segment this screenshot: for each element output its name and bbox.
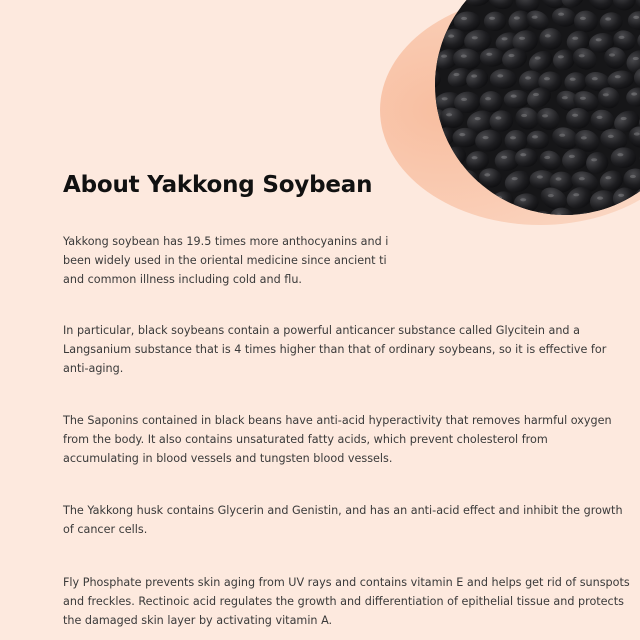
soybean-highlight — [509, 54, 515, 57]
soybean-highlight — [532, 16, 538, 19]
soybean-highlight — [573, 193, 579, 196]
soybean-highlight — [454, 73, 460, 76]
soybean-highlight — [609, 53, 615, 56]
soybean-highlight — [633, 218, 639, 221]
soybean-highlight — [605, 17, 611, 20]
soybean-highlight — [580, 97, 586, 100]
soybean-highlight — [597, 197, 603, 200]
soybean-highlight — [495, 116, 501, 119]
soybean-highlight — [570, 78, 576, 81]
paragraph-phosphate: Fly Phosphate prevents skin aging from UV rays and contains vitamin E and helps get rid of sunspots and freckles. Rectinoic acid regulates the growth and differentiation of epithelial tissue and protects the damaged skin layer by activating vitamin A. — [63, 576, 630, 627]
soybean-highlight — [609, 215, 615, 218]
soybean-highlight — [511, 95, 517, 98]
soybean-highlight — [463, 213, 469, 216]
soybean-highlight — [484, 173, 490, 176]
soybean-highlight — [533, 93, 539, 96]
soybean — [623, 209, 640, 237]
soybean-highlight — [424, 196, 430, 199]
soybean-highlight — [497, 74, 503, 77]
soybean-highlight — [461, 17, 467, 20]
soybean-highlight — [486, 53, 492, 56]
soybean-highlight — [485, 97, 491, 100]
soybean-highlight — [461, 55, 467, 58]
soybean-highlight — [448, 35, 454, 38]
soybean-highlight — [520, 153, 526, 156]
soybean-highlight — [621, 117, 627, 120]
soybean-highlight — [631, 92, 637, 95]
page-title: About Yakkong Soybean — [63, 172, 373, 198]
soybean-highlight — [535, 56, 541, 59]
soybean-highlight — [633, 16, 639, 19]
soybean-highlight — [562, 96, 568, 99]
soybean-highlight — [532, 135, 538, 138]
soybean-highlight — [544, 77, 550, 80]
soybean-highlight — [510, 136, 516, 139]
soybean-highlight — [619, 36, 625, 39]
paragraph-husk: The Yakkong husk contains Glycerin and Genistin, and has an anti-acid effect and inhibit the growth of cancer cells. — [63, 504, 623, 536]
soybean-highlight — [512, 177, 518, 180]
soybean-highlight — [592, 77, 598, 80]
soybean — [417, 0, 447, 11]
soybean-highlight — [558, 13, 564, 16]
soybean-highlight — [569, 155, 575, 158]
soybean-highlight — [556, 177, 562, 180]
soybean-highlight — [459, 133, 465, 136]
soybean-highlight — [501, 156, 507, 159]
soybean-highlight — [548, 194, 554, 197]
soybean-highlight — [446, 113, 452, 116]
soybean-highlight — [542, 114, 548, 117]
soybean-highlight — [521, 114, 527, 117]
soybean-highlight — [630, 175, 636, 178]
soybean-highlight — [483, 136, 489, 139]
soybean-highlight — [545, 34, 551, 37]
soybean-highlight — [579, 54, 585, 57]
soybean-highlight — [617, 153, 623, 156]
soybean-highlight — [581, 136, 587, 139]
soybean-highlight — [475, 117, 481, 120]
soybean-highlight — [572, 37, 578, 40]
soybean-highlight — [544, 156, 550, 159]
paragraph-glycitein: In particular, black soybeans contain a powerful anticancer substance called Glycitein and a Langsanium substance that is 4 times higher than that of ordinary soybeans, so it is effective for anti-aging. — [63, 324, 607, 375]
soybean-highlight — [596, 38, 602, 41]
soybean-highlight — [514, 16, 520, 19]
soybean-highlight — [608, 135, 614, 138]
soybean-highlight — [615, 75, 621, 78]
paragraph-anthocyanins: Yakkong soybean has 19.5 times more anthocyanins and i been widely used in the oriental medicine since ancient ti and common illness including cold and flu. — [63, 235, 388, 286]
soybean-highlight — [489, 17, 495, 20]
paragraph-saponins: The Saponins contained in black beans have anti-acid hyperactivity that removes harmful oxygen from the body. It also contains unsaturated fatty acids, which prevent cholesterol from accumulating in blood vessels and tungsten blood vessels. — [63, 414, 612, 465]
soybean-highlight — [520, 198, 526, 201]
soybean-highlight — [438, 13, 444, 16]
soybean-highlight — [618, 194, 624, 197]
soybean-highlight — [471, 74, 477, 77]
soybean-highlight — [439, 218, 445, 221]
soybean-highlight — [461, 98, 467, 101]
soybean-highlight — [502, 37, 508, 40]
soybean-highlight — [441, 55, 447, 58]
soybean — [431, 209, 459, 236]
soybean-highlight — [472, 36, 478, 39]
soybean-highlight — [603, 93, 609, 96]
soybean-highlight — [558, 55, 564, 58]
soybean-highlight — [472, 156, 478, 159]
soybean-highlight — [572, 114, 578, 117]
soybean-highlight — [537, 175, 543, 178]
soybean-highlight — [579, 177, 585, 180]
soybean-highlight — [442, 97, 448, 100]
soybean-highlight — [591, 158, 597, 161]
soybean-highlight — [525, 76, 531, 79]
soybean-highlight — [634, 132, 640, 135]
soybean-highlight — [559, 134, 565, 137]
soybean-highlight — [580, 17, 586, 20]
soybean-highlight — [605, 176, 611, 179]
soybean-highlight — [597, 116, 603, 119]
soybean-highlight — [633, 57, 639, 60]
soybean-highlight — [519, 37, 525, 40]
